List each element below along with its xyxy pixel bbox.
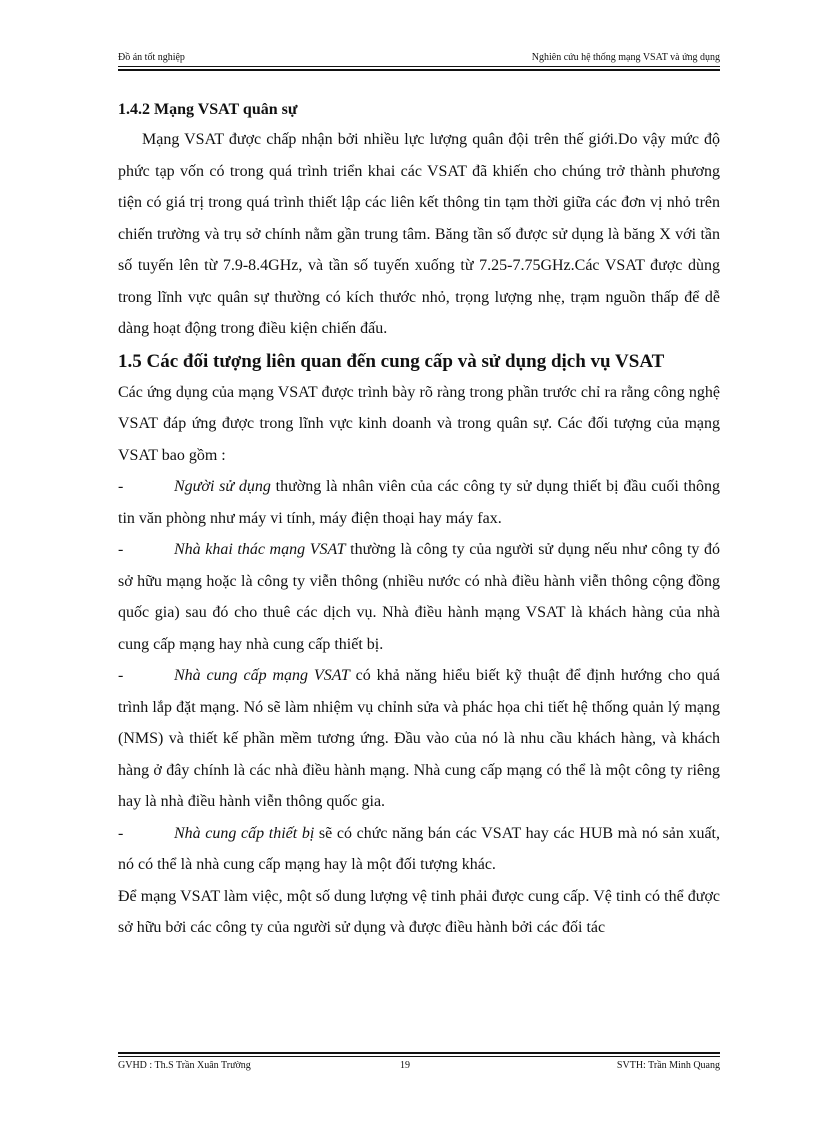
list-dash: - <box>118 667 124 684</box>
section-142-paragraph: Mạng VSAT được chấp nhận bởi nhiều lực lượng quân đội trên thế giới.Do vậy mức độ phức tạp vốn có trong quá trình triển khai các VSAT đã khiến cho chúng trở thành phương tiện có giá trị trong quá trình thiết lập các liên kết thông tin tạm thời giữa các đơn vị nhỏ trên chiến trường và trụ sở chính nằm gần trung tâm. Băng tần số được sử dụng là băng X với tần số tuyến lên từ 7.9-8.4GHz, và tần số tuyến xuống từ 7.25-7.75GHz.Các VSAT được dùng trong lĩnh vực quân sự thường có kích thước nhỏ, trọng lượng nhẹ, trạm nguồn thấp để dễ dàng hoạt động trong điều kiện chiến đấu. <box>118 131 720 337</box>
page-header <box>118 52 720 66</box>
list-item-term: Nhà cung cấp mạng VSAT <box>174 667 350 684</box>
list-dash: - <box>118 824 124 842</box>
page-footer <box>118 1060 720 1074</box>
list-dash: - <box>118 541 124 558</box>
list-item-term: Nhà khai thác mạng VSAT <box>174 541 346 558</box>
header-rule <box>118 66 720 71</box>
section-15-intro: Các ứng dụng của mạng VSAT được trình bày rõ ràng trong phần trước chỉ ra rằng công nghệ VSAT đáp ứng được trong lĩnh vực kinh doanh và trong quân sự. Các đối tượng của mạng VSAT bao gồm : <box>118 383 720 464</box>
page-body <box>118 100 720 944</box>
list-dash: - <box>118 478 124 495</box>
list-item-text: có khả năng hiểu biết kỹ thuật để định hướng cho quá trình lắp đặt mạng. Nó sẽ làm nhiệm vụ chỉnh sửa và phác họa chi tiết hệ thống quản lý mạng (NMS) và thiết kế phần mềm tương ứng. Đầu vào của nó là nhu cầu khách hàng, và khách hàng ở đây chính là các nhà điều hành mạng. Nhà cung cấp mạng có thể là một công ty riêng hay là nhà điều hành viễn thông quốc gia. <box>118 667 720 810</box>
list-item-term: Nhà cung cấp thiết bị <box>174 824 315 842</box>
header-left-text: Đồ án tốt nghiệp <box>118 52 185 63</box>
list-item <box>118 471 720 534</box>
section-15-closing: Để mạng VSAT làm việc, một số dung lượng vệ tinh phải được cung cấp. Vệ tinh có thể được sở hữu bởi các công ty của người sử dụng và được điều hành bởi các đối tác <box>118 887 720 936</box>
list-item-text: thường là nhân viên của các công ty sử dụng thiết bị đầu cuối thông tin văn phòng như máy vi tính, máy điện thoại hay máy fax. <box>118 478 721 527</box>
list-item <box>118 818 720 881</box>
list-item-text: sẽ có chức năng bán các VSAT hay các HUB mà nó sản xuất, nó có thể là nhà cung cấp mạng hay là một đối tượng khác. <box>118 824 720 873</box>
section-15-title: 1.5 Các đối tượng liên quan đến cung cấp và sử dụng dịch vụ VSAT <box>118 350 665 372</box>
list-item-term: Người sử dụng <box>174 478 271 495</box>
footer-student: SVTH: Trần Minh Quang <box>616 1060 720 1071</box>
list-item <box>118 660 720 818</box>
section-142-title: 1.4.2 Mạng VSAT quân sự <box>118 101 298 118</box>
footer-supervisor: GVHD : Th.S Trần Xuân Trường <box>118 1060 251 1071</box>
page-number: 19 <box>400 1060 410 1071</box>
list-item-text: thường là công ty của người sử dụng nếu như công ty đó sở hữu mạng hoặc là công ty viễn thông (nhiều nước có nhà điều hành viễn thông cộng đồng quốc gia) sau đó cho thuê các dịch vụ. Nhà điều hành mạng VSAT là khách hàng của nhà cung cấp mạng hay nhà cung cấp thiết bị. <box>118 541 721 653</box>
footer-rule <box>118 1052 720 1057</box>
list-item <box>118 534 720 660</box>
header-right-text: Nghiên cứu hệ thống mạng VSAT và ứng dụng <box>531 52 720 63</box>
